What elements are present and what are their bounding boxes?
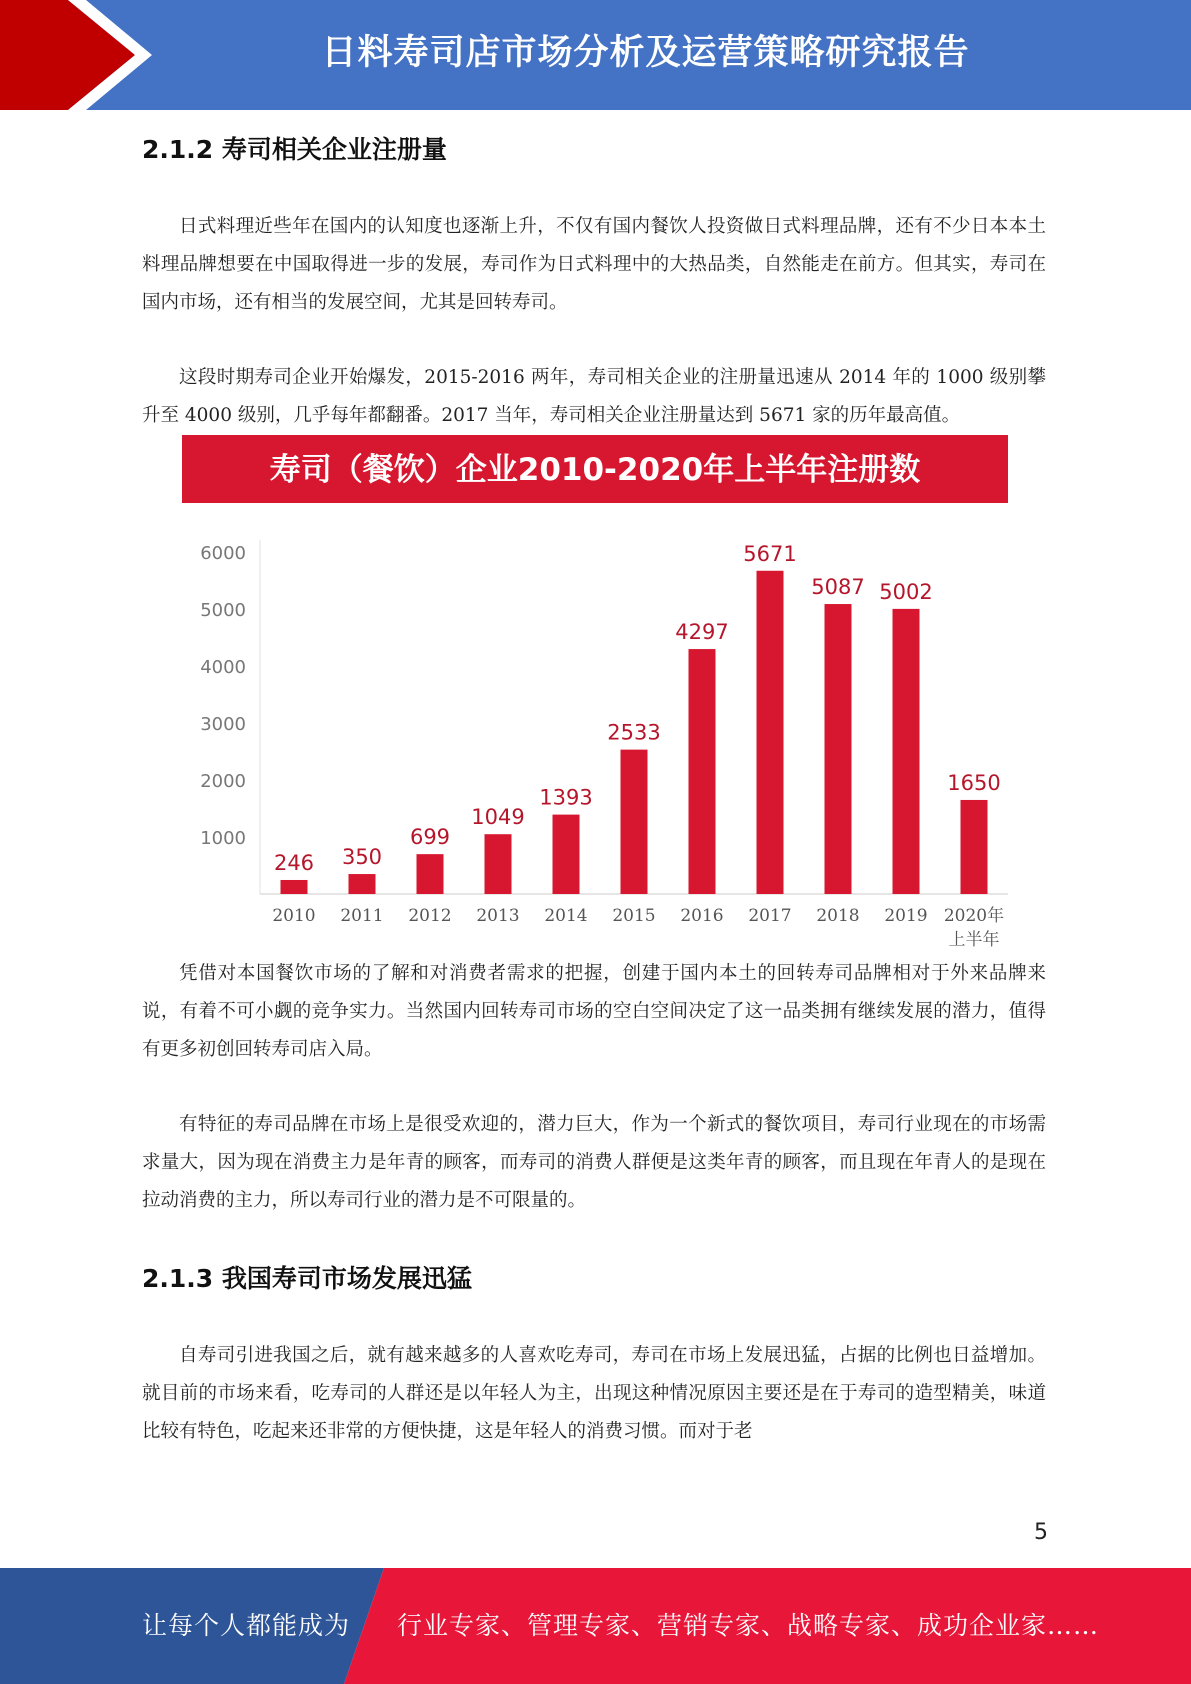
- bar: [485, 834, 512, 894]
- bar-value-label: 2533: [607, 720, 661, 745]
- x-tick-label: 2012: [408, 906, 452, 926]
- x-tick-label: 2020年: [943, 906, 1005, 926]
- x-tick-label: 2010: [272, 906, 316, 926]
- x-tick-label: 2013: [476, 906, 520, 926]
- bar: [689, 649, 716, 894]
- y-tick-label: 3000: [200, 714, 246, 735]
- bar: [757, 571, 784, 894]
- bar-value-label: 1049: [471, 805, 525, 830]
- y-tick-label: 6000: [200, 543, 246, 564]
- bar-value-label: 1650: [947, 770, 1001, 795]
- y-tick-label: 5000: [200, 600, 246, 621]
- bar-value-label: 4297: [675, 620, 729, 645]
- x-tick-label: 2016: [680, 906, 724, 926]
- x-tick-label: 2015: [612, 906, 656, 926]
- bar-value-label: 5087: [811, 575, 865, 600]
- y-tick-label: 4000: [200, 657, 246, 678]
- report-title: 日料寿司店市场分析及运营策略研究报告: [321, 33, 970, 73]
- chart-bars: [274, 542, 1001, 894]
- y-tick-label: 2000: [200, 771, 246, 792]
- paragraph: 日式料理近些年在国内的认知度也逐渐上升，不仅有国内餐饮人投资做日式料理品牌，还有不少日本本土料理品牌想要在中国取得进一步的发展，寿司作为日式料理中的大热品类，自然能走在前方。但其实，寿司在国内市场，还有相当的发展空间，尤其是回转寿司。: [142, 216, 1046, 313]
- bar: [893, 609, 920, 894]
- bar: [349, 874, 376, 894]
- bar-value-label: 5002: [879, 579, 933, 604]
- paragraph: 凭借对本国餐饮市场的了解和对消费者需求的把握，创建于国内本土的回转寿司品牌相对于外来品牌来说，有着不可小觑的竞争实力。当然国内回转寿司市场的空白空间决定了这一品类拥有继续发展的潜力，值得有更多初创回转寿司店入局。: [142, 963, 1046, 1060]
- paragraph: 这段时期寿司企业开始爆发，2015-2016 两年，寿司相关企业的注册量迅速从 2014 年的 1000 级别攀升至 4000 级别，几乎每年都翻番。2017 当年，寿司相关企业注册量达到 5671 家的历年最高值。: [142, 367, 1046, 426]
- section-heading-2-1-3: 2.1.3 我国寿司市场发展迅猛: [142, 1264, 472, 1293]
- bar: [825, 604, 852, 894]
- paragraph: 有特征的寿司品牌在市场上是很受欢迎的，潜力巨大，作为一个新式的餐饮项目，寿司行业现在的市场需求量大，因为现在消费主力是年青的顾客，而寿司的消费人群便是这类年青的顾客，而且现在年青人的是现在拉动消费的主力，所以寿司行业的潜力是不可限量的。: [142, 1114, 1046, 1211]
- page-number: 5: [1034, 1520, 1048, 1545]
- chart-svg: [142, 435, 1046, 955]
- x-tick-label: 2011: [340, 906, 384, 926]
- footer-slogan-right: 行业专家、管理专家、营销专家、战略专家、成功企业家……: [397, 1611, 1100, 1640]
- bar-value-label: 350: [341, 845, 383, 870]
- y-tick-label: 1000: [200, 828, 246, 849]
- bar-value-label: 5671: [743, 541, 797, 566]
- footer-slogan-left: 让每个人都能成为: [142, 1611, 351, 1640]
- main-content: [142, 128, 1046, 1451]
- page-header: [0, 0, 1191, 110]
- page-footer: [0, 1568, 1191, 1684]
- bar-value-label: 699: [409, 825, 451, 850]
- x-tick-label: 2017: [748, 906, 792, 926]
- paragraph: 自寿司引进我国之后，就有越来越多的人喜欢吃寿司，寿司在市场上发展迅猛，占据的比例也日益增加。就目前的市场来看，吃寿司的人群还是以年轻人为主，出现这种情况原因主要还是在于寿司的造型精美，味道比较有特色，吃起来还非常的方便快捷，这是年轻人的消费习惯。而对于老: [142, 1345, 1046, 1442]
- bar: [553, 815, 580, 894]
- bar: [281, 880, 308, 894]
- bar: [961, 800, 988, 894]
- registration-bar-chart: [142, 435, 1046, 955]
- section-heading-2-1-2: 2.1.2 寿司相关企业注册量: [142, 135, 447, 164]
- x-tick-label: 2018: [816, 906, 860, 926]
- chart-title: 寿司（餐饮）企业2010-2020年上半年注册数: [269, 452, 921, 488]
- x-tick-sublabel: 上半年: [948, 930, 1000, 950]
- bar: [417, 854, 444, 894]
- bar-value-label: 246: [273, 850, 315, 875]
- bar-value-label: 1393: [539, 785, 593, 810]
- bar: [621, 750, 648, 894]
- x-tick-label: 2014: [544, 906, 588, 926]
- x-tick-label: 2019: [884, 906, 928, 926]
